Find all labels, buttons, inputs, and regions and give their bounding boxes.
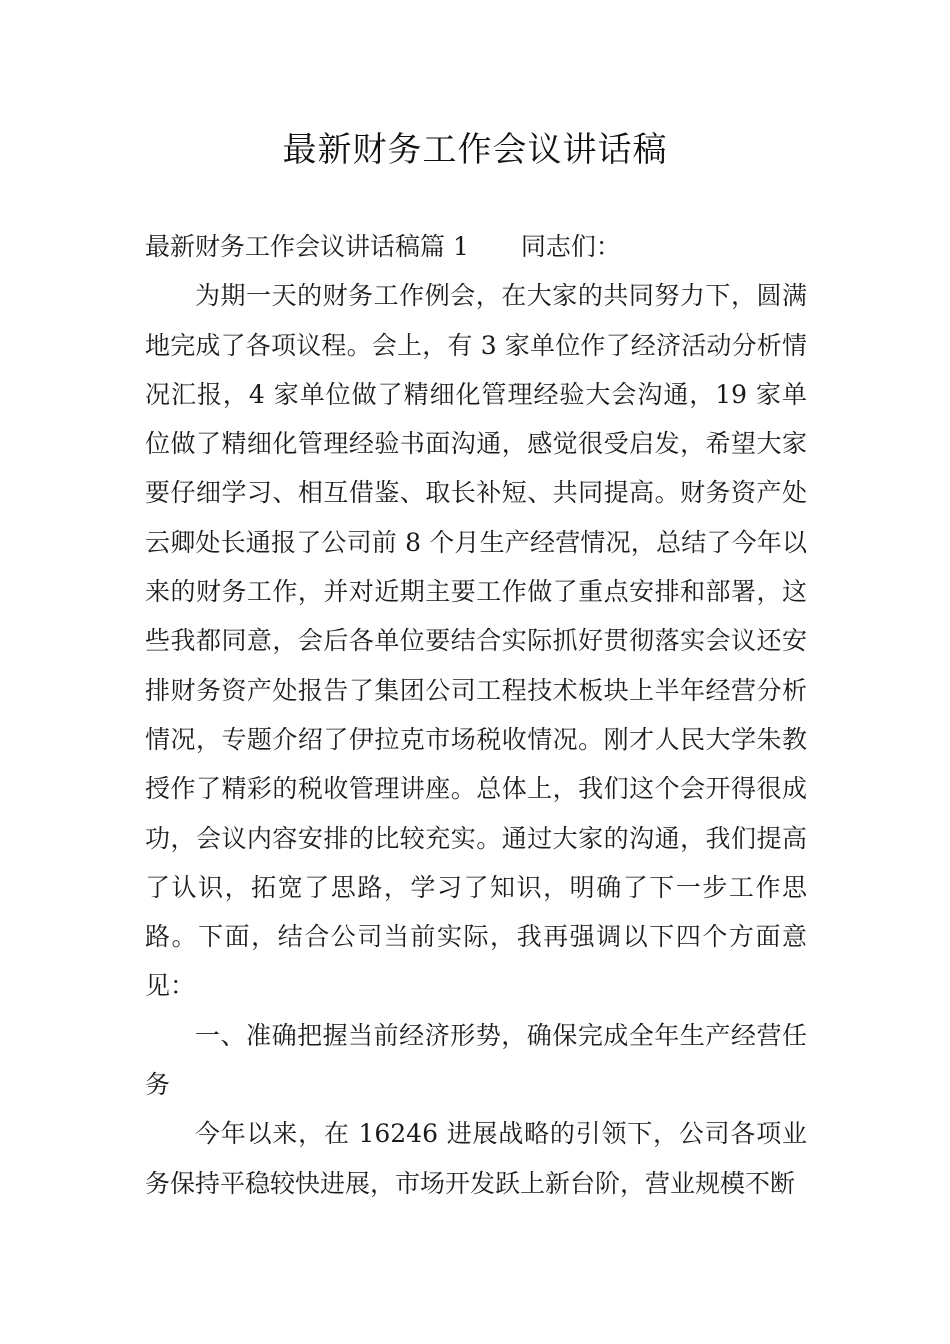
document-body — [145, 222, 807, 1208]
paragraph-1: 为期一天的财务工作例会，在大家的共同努力下，圆满地完成了各项议程。会上，有 3 家单位作了经济活动分析情况汇报，4 家单位做了精细化管理经验大会沟通，19 家单位做了精细化管理经验书面沟通，感觉很受启发，希望大家要仔细学习、相互借鉴、取长补短、共同提高。财务资产处云卿处长通报了公司前 8 个月生产经营情况，总结了今年以来的财务工作，并对近期主要工作做了重点安排和部署，这些我都同意，会后各单位要结合实际抓好贯彻落实会议还安排财务资产处报告了集团公司工程技术板块上半年经营分析情况，专题介绍了伊拉克市场税收情况。刚才人民大学朱教授作了精彩的税收管理讲座。总体上，我们这个会开得很成功，会议内容安排的比较充实。通过大家的沟通，我们提高了认识，拓宽了思路，学习了知识，明确了下一步工作思路。下面，结合公司当前实际，我再强调以下四个方面意见： — [145, 281, 807, 1001]
paragraph-2: 今年以来，在 16246 进展战略的引领下，公司各项业务保持平稳较快进展，市场开发跃上新台阶，营业规模不断 — [145, 1119, 807, 1198]
document-title: 最新财务工作会议讲话稿 — [282, 130, 668, 170]
section-heading: 最新财务工作会议讲话稿篇 1 — [145, 232, 469, 261]
salutation: 同志们： — [520, 232, 621, 261]
heading-line — [145, 222, 807, 271]
section-heading-1: 一、准确把握当前经济形势，确保完成全年生产经营任务 — [145, 1020, 807, 1100]
